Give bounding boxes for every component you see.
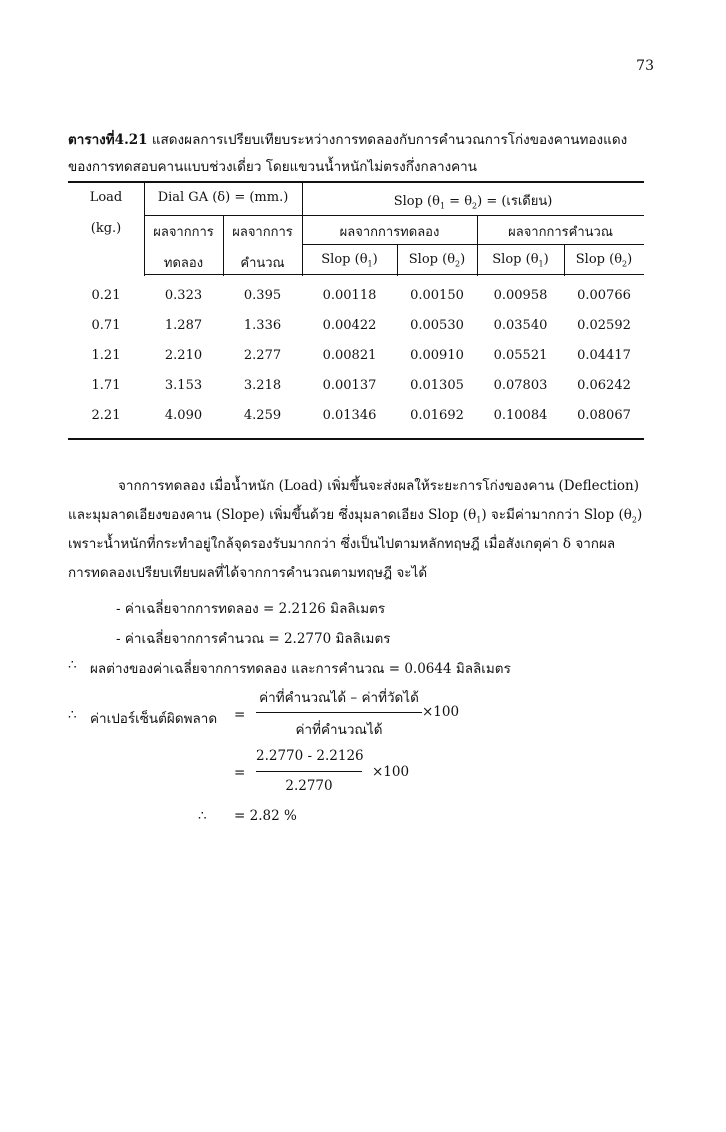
header-dial-calc: ผลจากการ [232,225,293,240]
header-slop1-calc-close: ) [543,252,549,267]
times-100-1: ×100 [422,704,460,720]
cell-slop2-calc: 0.04417 [577,348,631,363]
header-dial-label: Dial GA [157,190,209,205]
average-experiment: - ค่าเฉลี่ยจากการทดลอง = 2.2126 มิลลิเมตร [116,601,386,617]
header-dial-symbol: (δ) = (mm.) [212,190,289,205]
cell-dial-exp: 2.210 [164,348,203,363]
paragraph-sub-2: 2 [631,515,637,525]
header-slop2-exp-close: ) [460,252,466,267]
numeric-denominator: 2.2770 [285,778,333,794]
equals-1: = [234,707,246,723]
results-table [68,181,644,441]
header-load: Load [89,190,123,205]
cell-load: 2.21 [91,408,121,423]
numeric-numerator: 2.2770 - 2.2126 [256,748,364,764]
cell-load: 1.71 [91,378,121,393]
cell-slop1-calc: 0.10084 [493,408,548,423]
cell-load: 0.71 [91,318,121,333]
header-slop1-calc-label: Slop (θ [492,252,539,267]
header-slop1-calc [477,252,564,269]
percent-error-label: ค่าเปอร์เซ็นต์ผิดพลาด [90,711,218,727]
caption-text-2: ของการทดสอบคานแบบช่วงเดี่ยว โดยแขวนน้ำหนักไม่ตรงกึ่งกลางคาน [68,159,477,175]
header-slop-sub-2: 2 [472,201,478,211]
cell-slop1-exp: 0.00118 [322,288,377,303]
header-dial [144,190,302,205]
fraction-denominator: ค่าที่คำนวณได้ [295,722,383,738]
cell-dial-exp: 1.287 [164,318,203,333]
fraction-numerator: ค่าที่คำนวณได้ – ค่าที่วัดได้ [259,690,419,706]
header-slop1-exp-close: ) [372,252,378,267]
cell-dial-calc: 3.218 [243,378,282,393]
cell-slop2-exp: 0.01692 [410,408,464,423]
cell-load: 1.21 [91,348,121,363]
cell-slop2-calc: 0.08067 [577,408,631,423]
final-result: = 2.82 % [234,808,297,824]
paragraph-line-2-b: ) จะมีค่ามากกว่า Slop (θ [481,507,632,523]
paragraph-line-2-a: และมุมลาดเอียงของคาน (Slope) เพิ่มขึ้นด้วย ซึ่งมุมลาดเอียง Slop (θ [68,507,477,523]
caption-text-1: แสดงผลการเปรียบเทียบระหว่างการทดลองกับการคำนวณการโก่งของคานทองแดง [147,132,628,148]
header-slop1-exp-label: Slop (θ [321,252,368,267]
header-slop2-exp [397,252,477,269]
difference-line: ผลต่างของค่าเฉลี่ยจากการทดลอง และการคำนวณ = 0.0644 มิลลิเมตร [90,661,511,677]
cell-slop1-exp: 0.00137 [322,378,377,393]
therefore-symbol-1: ∴ [68,657,77,673]
cell-slop1-exp: 0.00422 [322,318,377,333]
header-slop-exp: ผลจากการทดลอง [339,225,440,240]
paragraph-line-2-c: ) [636,507,643,523]
header-slop-calc: ผลจากการคำนวณ [508,225,613,240]
cell-slop2-exp: 0.00910 [410,348,464,363]
header-slop2-exp-sub: 2 [455,259,461,269]
average-calculation: - ค่าเฉลี่ยจากการคำนวณ = 2.2770 มิลลิเมตร [116,631,391,647]
header-slop [302,190,644,211]
page-number: 73 [636,58,654,74]
cell-dial-calc: 2.277 [243,348,282,363]
paragraph-line-3: เพราะน้ำหนักที่กระทำอยู่ใกล้จุดรองรับมากกว่า ซึ่งเป็นไปตามหลักทฤษฎี เมื่อสังเกตุค่า δ จากผล [68,536,616,552]
header-slop2-exp-label: Slop (θ [408,252,456,267]
cell-dial-calc: 1.336 [243,318,282,333]
header-slop2-calc-label: Slop (θ [575,252,623,267]
header-slop2-calc [564,252,644,269]
cell-dial-calc: 0.395 [243,288,282,303]
header-slop1-exp-sub: 1 [367,259,373,269]
table-caption [68,127,658,181]
cell-slop2-exp: 0.00150 [410,288,464,303]
cell-slop1-calc: 0.05521 [493,348,548,363]
cell-dial-exp: 0.323 [164,288,203,303]
paragraph-line-4: การทดลองเปรียบเทียบผลที่ได้จากการคำนวณตามทฤษฎี จะได้ [68,565,428,581]
cell-slop2-exp: 0.00530 [410,318,464,333]
cell-dial-calc: 4.259 [243,408,282,423]
cell-slop2-calc: 0.06242 [577,378,631,393]
cell-slop1-exp: 0.01346 [322,408,377,423]
cell-slop1-calc: 0.00958 [493,288,548,303]
paragraph-sub-1: 1 [476,515,482,525]
header-dial-exp-2: ทดลอง [163,256,204,271]
header-slop2-calc-close: ) [627,252,633,267]
cell-slop2-calc: 0.02592 [577,318,631,333]
header-slop1-calc-sub: 1 [538,259,544,269]
fraction-bar-2 [256,771,362,772]
header-slop2-calc-sub: 2 [622,259,628,269]
header-slop-unit: ) = (เรเดียน) [477,194,553,209]
therefore-symbol-3: ∴ [198,808,207,824]
equals-2: = [234,765,246,781]
cell-load: 0.21 [91,288,121,303]
caption-label: ตารางที่4.21 [68,132,148,148]
cell-dial-exp: 3.153 [164,378,203,393]
header-slop1-exp [302,252,397,269]
header-load-unit: (kg.) [90,221,122,236]
header-dial-exp: ผลจากการ [153,225,214,240]
cell-slop1-calc: 0.03540 [493,318,548,333]
times-100-2: ×100 [372,764,410,780]
header-slop-sub-1: 1 [439,201,446,211]
header-slop-label: Slop (θ [393,194,440,209]
paragraph-line-1: จากการทดลอง เมื่อน้ำหนัก (Load) เพิ่มขึ้นจะส่งผลให้ระยะการโก่งของคาน (Deflection) [118,478,639,494]
header-slop-equals: = θ [445,194,473,209]
cell-slop2-exp: 0.01305 [410,378,464,393]
cell-dial-exp: 4.090 [164,408,203,423]
cell-slop1-exp: 0.00821 [322,348,377,363]
therefore-symbol-2: ∴ [68,707,77,723]
cell-slop2-calc: 0.00766 [577,288,631,303]
cell-slop1-calc: 0.07803 [493,378,548,393]
header-dial-calc-2: คำนวณ [240,256,285,271]
fraction-bar-1 [256,712,422,713]
